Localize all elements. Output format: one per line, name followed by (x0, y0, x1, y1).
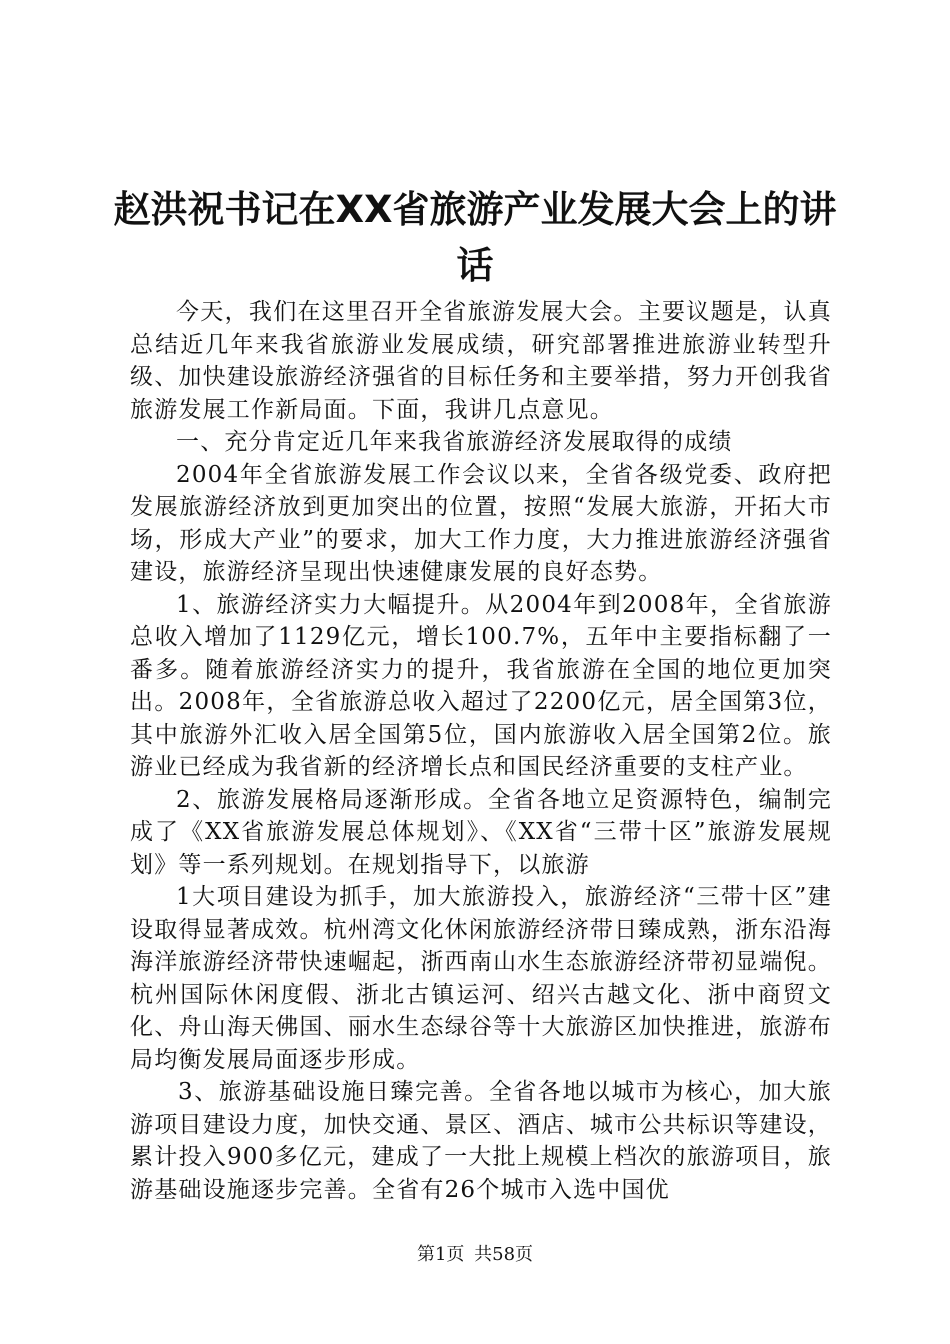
page-number: 第1页 (416, 1244, 465, 1265)
paragraph-point-3: 3、旅游基础设施日臻完善。全省各地以城市为核心，加大旅游项目建设力度，加快交通、景区、酒店、城市公共标识等建设，累计投入900多亿元，建成了一大批上规模上档次的旅游项目，旅游基础设施逐步完善。全省有26个城市入选中国优 (130, 1079, 832, 1203)
document-body (130, 296, 832, 1206)
page-total: 共58页 (474, 1244, 534, 1265)
document-title: 赵洪祝书记在XX省旅游产业发展大会上的讲话 (113, 188, 837, 287)
paragraph-point-2-continued: 1大项目建设为抓手，加大旅游投入，旅游经济“三带十区”建设取得显著成效。杭州湾文化休闲旅游经济带日臻成熟，浙东沿海海洋旅游经济带快速崛起，浙西南山水生态旅游经济带初显端倪。杭州国际休闲度假、浙北古镇运河、绍兴古越文化、浙中商贸文化、舟山海天佛国、丽水生态绿谷等十大旅游区加快推进，旅游布局均衡发展局面逐步形成。 (130, 884, 832, 1073)
paragraph-point-1: 1、旅游经济实力大幅提升。从2004年到2008年，全省旅游总收入增加了1129亿元，增长100.7%，五年中主要指标翻了一番多。随着旅游经济实力的提升，我省旅游在全国的地位更加突出。2008年，全省旅游总收入超过了2200亿元，居全国第3位，其中旅游外汇收入居全国第5位，国内旅游收入居全国第2位。旅游业已经成为我省新的经济增长点和国民经济重要的支柱产业。 (130, 591, 832, 780)
paragraph-point-2: 2、旅游发展格局逐渐形成。全省各地立足资源特色，编制完成了《XX省旅游发展总体规划》、《XX省“三带十区”旅游发展规划》等一系列规划。在规划指导下，以旅游 (130, 786, 832, 878)
section-heading-1: 一、充分肯定近几年来我省旅游经济发展取得的成绩 (176, 429, 733, 455)
paragraph-intro: 今天，我们在这里召开全省旅游发展大会。主要议题是，认真总结近几年来我省旅游业发展成绩，研究部署推进旅游业转型升级、加快建设旅游经济强省的目标任务和主要举措，努力开创我省旅游发展工作新局面。下面，我讲几点意见。 (130, 299, 832, 423)
page-footer (0, 1243, 950, 1267)
paragraph-overview: 2004年全省旅游发展工作会议以来，全省各级党委、政府把发展旅游经济放到更加突出的位置，按照“发展大旅游，开拓大市场，形成大产业”的要求，加大工作力度，大力推进旅游经济强省建设，旅游经济呈现出快速健康发展的良好态势。 (130, 461, 832, 585)
